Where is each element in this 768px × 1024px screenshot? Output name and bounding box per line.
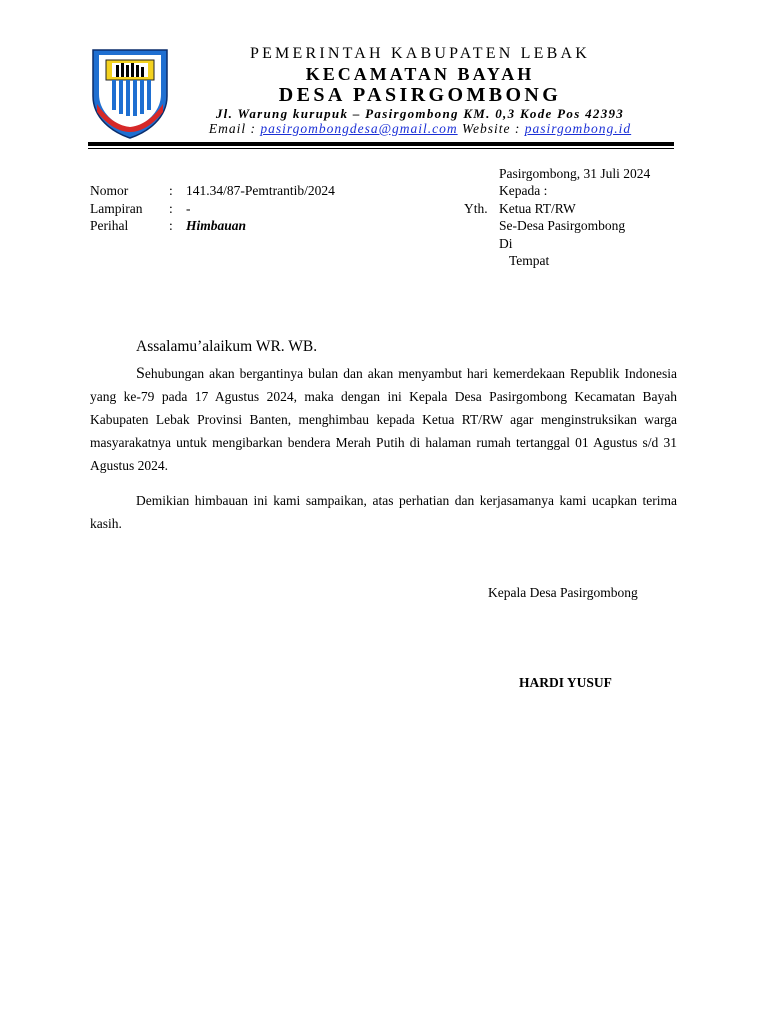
body-paragraph-1: [90, 362, 677, 477]
lampiran-label: Lampiran: [90, 201, 143, 216]
lampiran-colon: :: [169, 201, 173, 216]
perihal-value: Himbauan: [186, 218, 247, 233]
recipient-yth: Yth.: [464, 201, 488, 216]
signature-title: Kepala Desa Pasirgombong: [488, 585, 638, 600]
perihal-label: Perihal: [90, 218, 129, 233]
nomor-colon: :: [169, 183, 173, 198]
body-paragraph-2: Demikian himbauan ini kami sampaikan, atas perhatian dan kerjasamanya kami ucapkan terima kasih.: [90, 493, 677, 531]
nomor-label: Nomor: [90, 183, 129, 198]
letterhead-village: DESA PASIRGOMBONG: [278, 84, 562, 106]
paragraph-initial: S: [136, 365, 145, 382]
greeting: Assalamu’alaikum WR. WB.: [136, 338, 318, 355]
recipient-line-1: Ketua RT/RW: [499, 201, 576, 216]
paragraph-1-text: ehubungan akan bergantinya bulan dan akan menyambut hari kemerdekaan Republik Indonesia yang ke-79 pada 17 Agustus 2024, maka dengan ini Kepala Desa Pasirgombong Kecamatan Bayah Kabupaten Lebak Provinsi Banten, menghimbau kepada Ketua RT/RW agar menginstruksikan warga masyarakatnya untuk mengibarkan bendera Merah Putih di halaman rumah tertanggal 01 Agustus s/d 31 Agustus 2024.: [90, 366, 677, 473]
recipient-line-2: Se-Desa Pasirgombong: [499, 218, 626, 233]
letterhead-district: KECAMATAN BAYAH: [305, 64, 535, 84]
letterhead-divider-thin: [88, 148, 674, 149]
letterhead-contact: [170, 121, 670, 137]
website-label: Website :: [457, 121, 525, 136]
lampiran-value: -: [186, 201, 191, 216]
perihal-colon: :: [169, 218, 173, 233]
recipient-kepada: Kepada :: [499, 183, 548, 198]
letter-date: Pasirgombong, 31 Juli 2024: [499, 166, 651, 181]
recipient-line-3: Di: [499, 236, 513, 251]
recipient-line-4: Tempat: [509, 253, 550, 268]
nomor-value: 141.34/87-Pemtrantib/2024: [186, 183, 335, 198]
lebak-regency-emblem-icon: [90, 46, 170, 140]
letterhead-divider-thick: [88, 142, 674, 146]
email-link[interactable]: pasirgombongdesa@gmail.com: [260, 121, 458, 136]
letterhead-address: Jl. Warung kurupuk – Pasirgombong KM. 0,3 Kode Pos 42393: [215, 106, 625, 121]
letterhead-government: PEMERINTAH KABUPATEN LEBAK: [249, 45, 590, 62]
signature-name: HARDI YUSUF: [519, 675, 612, 690]
email-label: Email :: [208, 121, 261, 136]
website-link[interactable]: pasirgombong.id: [524, 121, 632, 136]
